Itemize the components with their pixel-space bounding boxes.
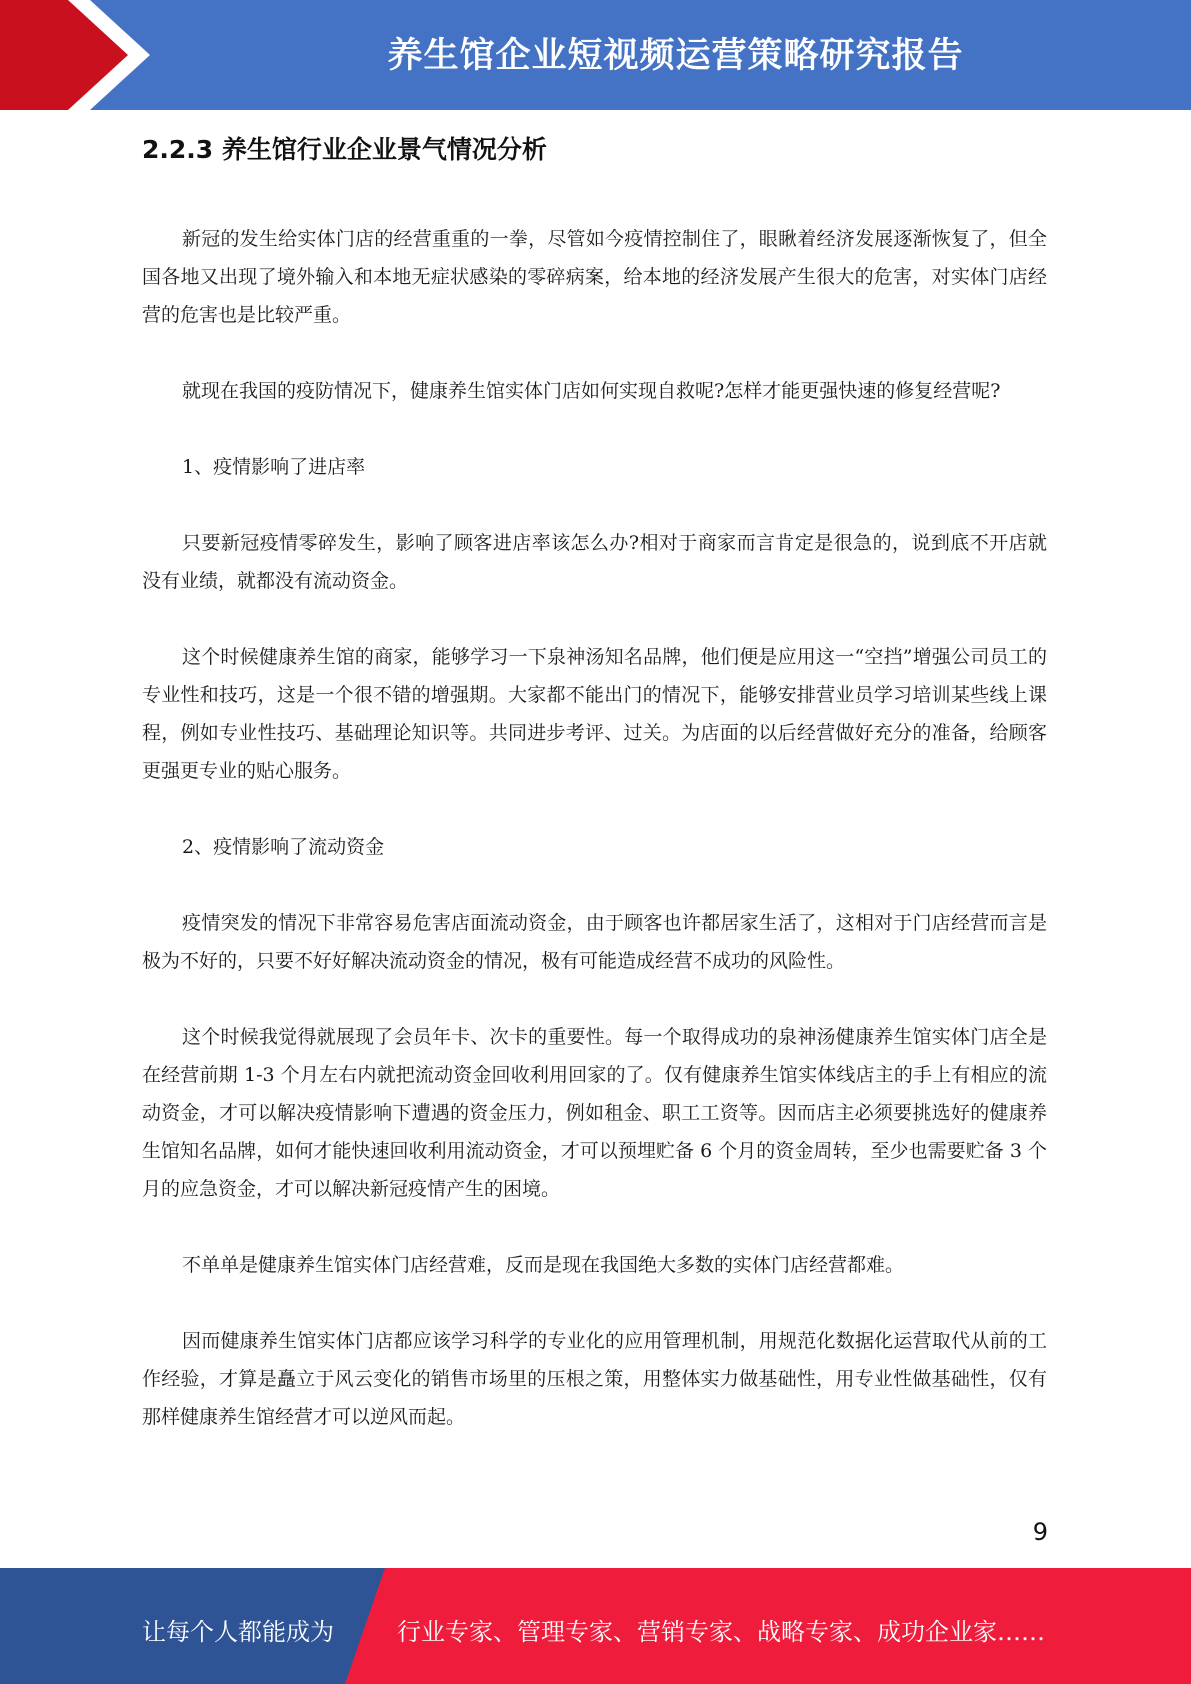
list-heading: 1、疫情影响了进店率 bbox=[182, 456, 366, 478]
footer-slogan-right: 行业专家、管理专家、营销专家、战略专家、成功企业家…… bbox=[397, 1618, 1045, 1646]
list-heading: 2、疫情影响了流动资金 bbox=[182, 836, 385, 858]
section-heading: 2.2.3 养生馆行业企业景气情况分析 bbox=[142, 135, 547, 164]
paragraph: 因而健康养生馆实体门店都应该学习科学的专业化的应用管理机制，用规范化数据化运营取代从前的工作经验，才算是矗立于风云变化的销售市场里的压根之策，用整体实力做基础性，用专业性做基础性，仅有那样健康养生馆经营才可以逆风而起。 bbox=[142, 1330, 1047, 1428]
paragraph: 疫情突发的情况下非常容易危害店面流动资金，由于顾客也许都居家生活了，这相对于门店经营而言是极为不好的，只要不好好解决流动资金的情况，极有可能造成经营不成功的风险性。 bbox=[142, 912, 1047, 972]
report-title: 养生馆企业短视频运营策略研究报告 bbox=[387, 36, 964, 76]
paragraph: 只要新冠疫情零碎发生，影响了顾客进店率该怎么办?相对于商家而言肯定是很急的，说到底不开店就没有业绩，就都没有流动资金。 bbox=[142, 532, 1047, 592]
page-number: 9 bbox=[1032, 1518, 1048, 1546]
footer-slogan-left: 让每个人都能成为 bbox=[142, 1618, 334, 1646]
footer-banner bbox=[0, 1568, 1191, 1684]
paragraph: 不单单是健康养生馆实体门店经营难，反而是现在我国绝大多数的实体门店经营都难。 bbox=[182, 1254, 905, 1276]
paragraph: 新冠的发生给实体门店的经营重重的一拳，尽管如今疫情控制住了，眼瞅着经济发展逐渐恢复了，但全国各地又出现了境外输入和本地无症状感染的零碎病案，给本地的经济发展产生很大的危害，对实体门店经营的危害也是比较严重。 bbox=[142, 228, 1047, 326]
paragraph: 这个时候健康养生馆的商家，能够学习一下泉神汤知名品牌，他们便是应用这一“空挡”增强公司员工的专业性和技巧，这是一个很不错的增强期。大家都不能出门的情况下，能够安排营业员学习培训某些线上课程，例如专业性技巧、基础理论知识等。共同进步考评、过关。为店面的以后经营做好充分的准备，给顾客更强更专业的贴心服务。 bbox=[142, 646, 1047, 782]
paragraph: 这个时候我觉得就展现了会员年卡、次卡的重要性。每一个取得成功的泉神汤健康养生馆实体门店全是在经营前期 1-3 个月左右内就把流动资金回收利用回家的了。仅有健康养生馆实体线店主的手上有相应的流动资金，才可以解决疫情影响下遭遇的资金压力，例如租金、职工工资等。因而店主必须要挑选好的健康养生馆知名品牌，如何才能快速回收利用流动资金，才可以预埋贮备 6 个月的资金周转，至少也需要贮备 3 个月的应急资金，才可以解决新冠疫情产生的困境。 bbox=[142, 1026, 1047, 1200]
main-content bbox=[142, 128, 1047, 1474]
header-banner bbox=[0, 0, 1191, 110]
paragraph: 就现在我国的疫防情况下，健康养生馆实体门店如何实现自救呢?怎样才能更强快速的修复经营呢? bbox=[182, 380, 1001, 402]
